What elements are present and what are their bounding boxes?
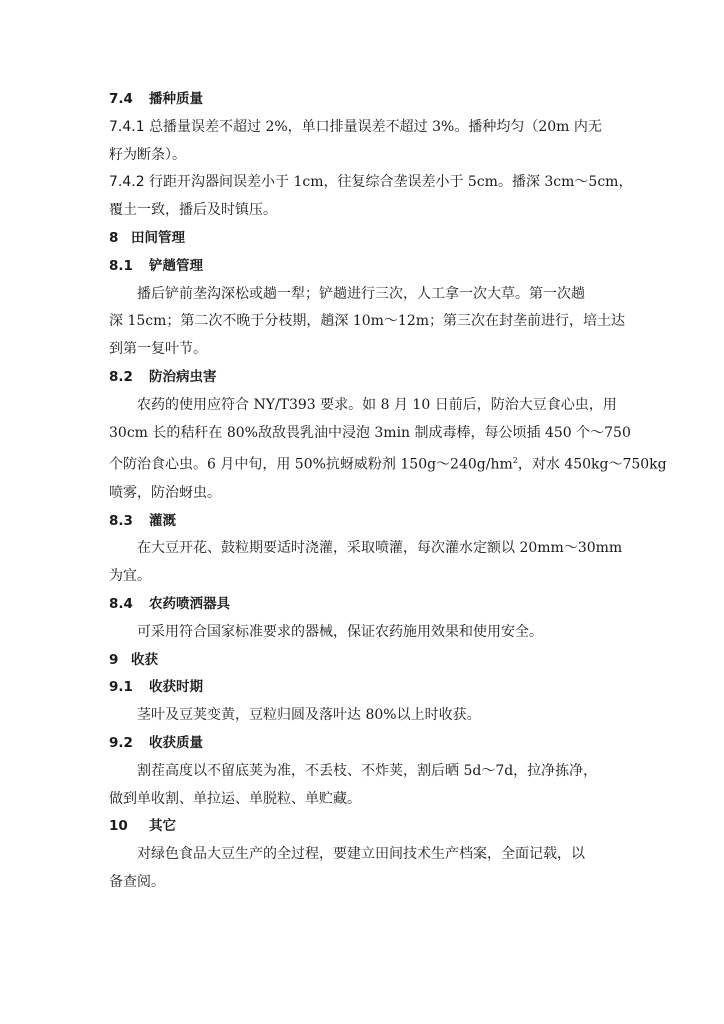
paragraph-9-2-line-2: 做到单收割、单拉运、单脱粒、单贮藏。: [109, 790, 361, 807]
clause-text: 行距开沟器间误差小于 1cm，往复综合垄误差小于 5cm。播深 3cm～5cm，: [149, 174, 633, 191]
heading-number: 9.1: [109, 679, 133, 696]
heading-7-4: [109, 86, 629, 114]
heading-9-1: [109, 674, 629, 702]
heading-title: 收获: [131, 651, 158, 668]
heading-8-1: [109, 253, 629, 281]
heading-title: 防治病虫害: [149, 368, 217, 385]
heading-8-2: [109, 364, 629, 392]
clause-7-4-2-line-1: [109, 169, 633, 197]
paragraph-8-2-line-2: 30cm 长的秸秆在 80%敌敌畏乳油中浸泡 3min 制成毒棒，每公顷插 450 个～750: [109, 424, 631, 441]
heading-number: 8.4: [109, 596, 133, 612]
paragraph-10-line-2: 备查阅。: [109, 873, 165, 890]
heading-title: 农药喷洒器具: [149, 596, 230, 612]
text-segment: ，对水 450kg～750kg: [517, 457, 667, 474]
heading-title: 其它: [149, 818, 176, 835]
heading-8-4: [109, 591, 629, 619]
clause-7-4-2-line-2: 覆土一致，播后及时镇压。: [109, 202, 277, 219]
heading-number: 9: [109, 651, 119, 668]
heading-number: 10: [109, 818, 128, 835]
paragraph-8-1-line-3: 到第一复叶节。: [109, 341, 207, 358]
superscript: 2: [512, 456, 518, 466]
paragraph-10-line-1: 对绿色食品大豆生产的全过程，要建立田间技术生产档案，全面记载，以: [137, 846, 585, 863]
heading-title: 田间管理: [131, 229, 185, 246]
paragraph-9-2-line-1: 割茬高度以不留底荚为准，不丢枝、不炸荚，割后晒 5d～7d，拉净拣净，: [137, 762, 598, 779]
paragraph-8-3-line-2: 为宜。: [109, 568, 151, 585]
paragraph-8-1-line-1: 播后铲前垄沟深松或趟一犁；铲趟进行三次，人工拿一次大草。第一次趟: [137, 285, 585, 302]
paragraph-8-2-line-1: 农药的使用应符合 NY/T393 要求。如 8 月 10 日前后，防治大豆食心虫，用: [137, 396, 617, 413]
clause-7-4-1-line-1: [109, 114, 629, 142]
heading-number: 7.4: [109, 91, 133, 107]
heading-number: 8.2: [109, 368, 133, 385]
heading-title: 播种质量: [149, 91, 203, 107]
paragraph-8-1-line-2: 深 15cm；第二次不晚于分枝期，趟深 10m～12m；第三次在封垄前进行，培土达: [109, 313, 626, 330]
heading-8-3: [109, 508, 629, 536]
heading-title: 收获时期: [149, 679, 203, 696]
paragraph-8-2-line-4: 喷雾，防治蚜虫。: [109, 484, 221, 501]
paragraph-8-2-line-3: [109, 447, 667, 479]
heading-9: [109, 647, 629, 675]
paragraph-8-4-line-1: 可采用符合国家标准要求的器械，保证农药施用效果和使用安全。: [137, 623, 543, 640]
paragraph-9-1-line-1: 茎叶及豆荚变黄，豆粒归圆及落叶达 80%以上时收获。: [137, 707, 481, 724]
heading-title: 灌溉: [149, 512, 176, 529]
heading-title: 收获质量: [149, 734, 203, 751]
clause-number: 7.4.2: [109, 174, 145, 191]
heading-10: [109, 813, 629, 841]
clause-7-4-1-line-2: 籽为断条）。: [109, 146, 186, 163]
paragraph-8-3-line-1: 在大豆开花、鼓粒期要适时浇灌，采取喷灌，每次灌水定额以 20mm～30mm: [137, 540, 623, 557]
heading-8: [109, 225, 629, 253]
text-segment: 个防治食心虫。6 月中旬，用 50%抗蚜威粉剂 150g～240g/hm: [109, 457, 513, 474]
clause-text: 总播量误差不超过 2%，单口排量误差不超过 3%。播种均匀（20m 内无: [149, 118, 602, 135]
heading-number: 8: [109, 229, 119, 246]
heading-number: 9.2: [109, 734, 133, 751]
heading-number: 8.1: [109, 257, 133, 274]
heading-number: 8.3: [109, 512, 133, 529]
heading-title: 铲趟管理: [149, 257, 203, 274]
clause-number: 7.4.1: [109, 118, 145, 135]
document-body: [109, 86, 667, 897]
heading-9-2: [109, 730, 629, 758]
